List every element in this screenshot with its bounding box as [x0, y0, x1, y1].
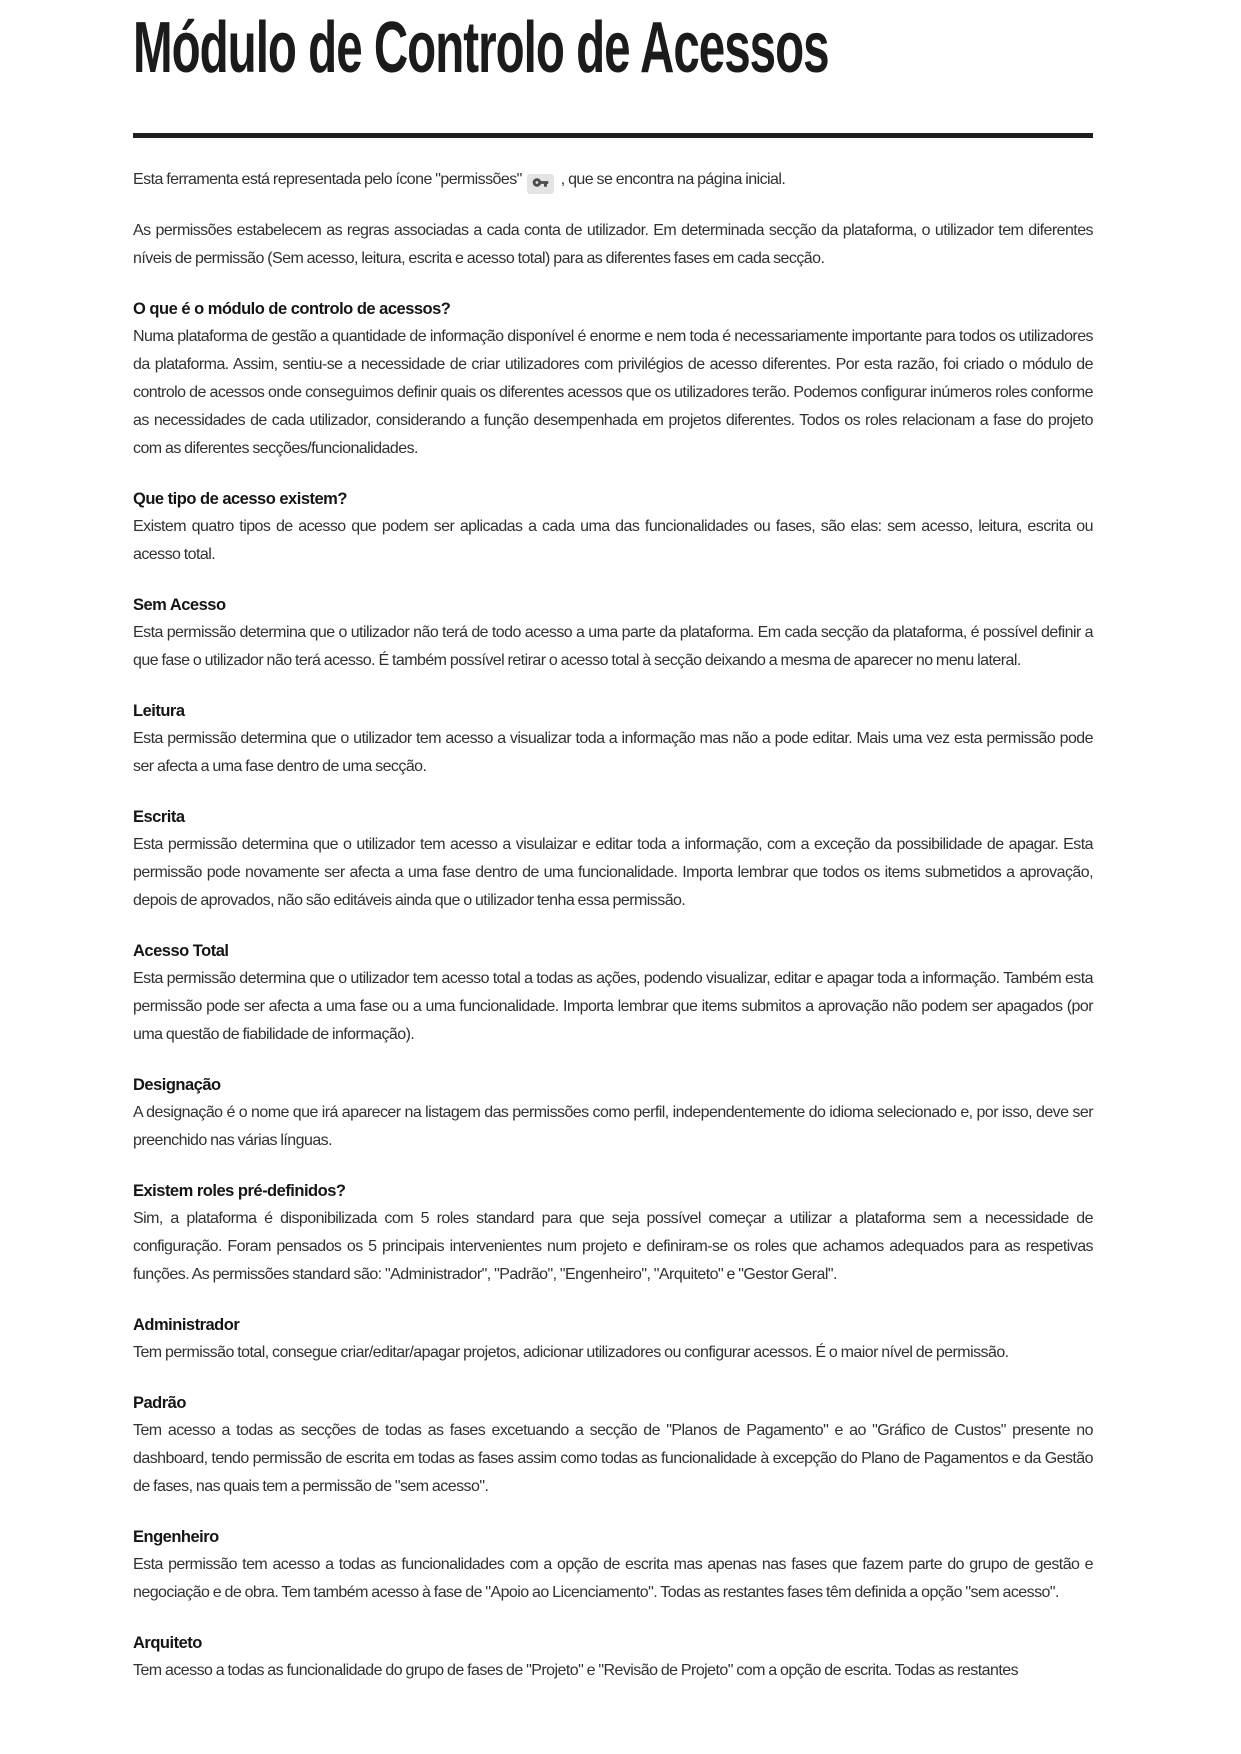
article-section	[133, 1071, 1093, 1155]
section-body: Esta permissão determina que o utilizador tem acesso total a todas as ações, podendo visualizar, editar e apagar toda a informação. Também esta permissão pode ser afecta a uma fase ou a uma funcionalidade. Importa lembrar que items submitos a aprovação não podem ser apagados (por uma questão de fiabilidade de informação).	[133, 970, 1093, 1043]
lead-paragraph: As permissões estabelecem as regras associadas a cada conta de utilizador. Em determinada secção da plataforma, o utilizador tem diferentes níveis de permissão (Sem acesso, leitura, escrita e acesso total) para as diferentes fases em cada secção.	[133, 222, 1093, 267]
section-body: Tem permissão total, consegue criar/editar/apagar projetos, adicionar utilizadores ou configurar acessos. É o maior nível de permissão.	[133, 1344, 1009, 1361]
section-heading: Leitura	[133, 702, 185, 720]
article-section	[133, 1389, 1093, 1501]
section-body: Esta permissão determina que o utilizador tem acesso a visualizar toda a informação mas não a pode editar. Mais uma vez esta permissão pode ser afecta a uma fase dentro de uma secção.	[133, 730, 1093, 775]
article-section	[133, 485, 1093, 569]
intro-text-after: , que se encontra na página inicial.	[560, 171, 786, 188]
section-heading: O que é o módulo de controlo de acessos?	[133, 300, 451, 318]
section-body: Tem acesso a todas as funcionalidade do grupo de fases de "Projeto" e "Revisão de Projeto" com a opção de escrita. Todas as restantes	[133, 1662, 1019, 1679]
section-body: Esta permissão tem acesso a todas as funcionalidades com a opção de escrita mas apenas nas fases que fazem parte do grupo de gestão e negociação e de obra. Tem também acesso à fase de "Apoio ao Licenciamento". Todas as restantes fases têm definida a opção "sem acesso".	[133, 1556, 1093, 1601]
article-section	[133, 803, 1093, 915]
section-heading: Arquiteto	[133, 1634, 202, 1652]
sections-container	[133, 295, 1093, 1685]
section-heading: Escrita	[133, 808, 185, 826]
section-heading: Que tipo de acesso existem?	[133, 490, 347, 508]
article-section	[133, 1523, 1093, 1607]
section-heading: Designação	[133, 1076, 221, 1094]
section-heading: Sem Acesso	[133, 596, 226, 614]
section-heading: Padrão	[133, 1394, 186, 1412]
section-heading: Administrador	[133, 1316, 240, 1334]
section-body: Tem acesso a todas as secções de todas as fases excetuando a secção de "Planos de Pagamento" e ao "Gráfico de Custos" presente no dashboard, tendo permissão de escrita em todas as fases assim como todas as funcionalidade à excepção do Plano de Pagamentos e da Gestão de fases, nas quais tem a permissão de "sem acesso".	[133, 1422, 1093, 1495]
page-title: Módulo de Controlo de Acessos	[133, 8, 829, 88]
article-section	[133, 1177, 1093, 1289]
article-section	[133, 937, 1093, 1049]
title-divider	[133, 133, 1093, 138]
section-body: Existem quatro tipos de acesso que podem ser aplicadas a cada uma das funcionalidades ou fases, são elas: sem acesso, leitura, escrita ou acesso total.	[133, 518, 1093, 563]
article-section	[133, 1629, 1093, 1685]
section-body: Esta permissão determina que o utilizador não terá de todo acesso a uma parte da plataforma. Em cada secção da plataforma, é possível definir a que fase o utilizador não terá acesso. É também possível retirar o acesso total à secção deixando a mesma de aparecer no menu lateral.	[133, 624, 1093, 669]
section-heading: Acesso Total	[133, 942, 229, 960]
section-body: Sim, a plataforma é disponibilizada com 5 roles standard para que seja possível começar a utilizar a plataforma sem a necessidade de configuração. Foram pensados os 5 principais intervenientes num projeto e definiram-se os roles que achamos adequados para as respetivas funções. As permissões standard são: "Administrador", "Padrão", "Engenheiro", "Arquiteto" e "Gestor Geral".	[133, 1210, 1093, 1283]
article-section	[133, 591, 1093, 675]
section-heading: Existem roles pré-definidos?	[133, 1182, 346, 1200]
key-icon	[527, 174, 554, 194]
section-heading: Engenheiro	[133, 1528, 219, 1546]
intro-text-before: Esta ferramenta está representada pelo ícone "permissões"	[133, 171, 522, 188]
article-section	[133, 295, 1093, 463]
article-section	[133, 697, 1093, 781]
section-body: Esta permissão determina que o utilizador tem acesso a visulaizar e editar toda a informação, com a exceção da possibilidade de apagar. Esta permissão pode novamente ser afecta a uma fase dentro de uma funcionalidade. Importa lembrar que todos os items submetidos a aprovação, depois de aprovados, não são editáveis ainda que o utilizador tenha essa permissão.	[133, 836, 1093, 909]
intro-paragraph	[133, 166, 1093, 194]
section-body: Numa plataforma de gestão a quantidade de informação disponível é enorme e nem toda é necessariamente importante para todos os utilizadores da plataforma. Assim, sentiu-se a necessidade de criar utilizadores com privilégios de acesso diferentes. Por esta razão, foi criado o módulo de controlo de acessos onde conseguimos definir quais os diferentes acessos que os utilizadores terão. Podemos configurar inúmeros roles conforme as necessidades de cada utilizador, considerando a função desempenhada em projetos diferentes. Todos os roles relacionam a fase do projeto com as diferentes secções/funcionalidades.	[133, 328, 1093, 457]
article-section	[133, 1311, 1093, 1367]
section-body: A designação é o nome que irá aparecer na listagem das permissões como perfil, independentemente do idioma selecionado e, por isso, deve ser preenchido nas várias línguas.	[133, 1104, 1093, 1149]
